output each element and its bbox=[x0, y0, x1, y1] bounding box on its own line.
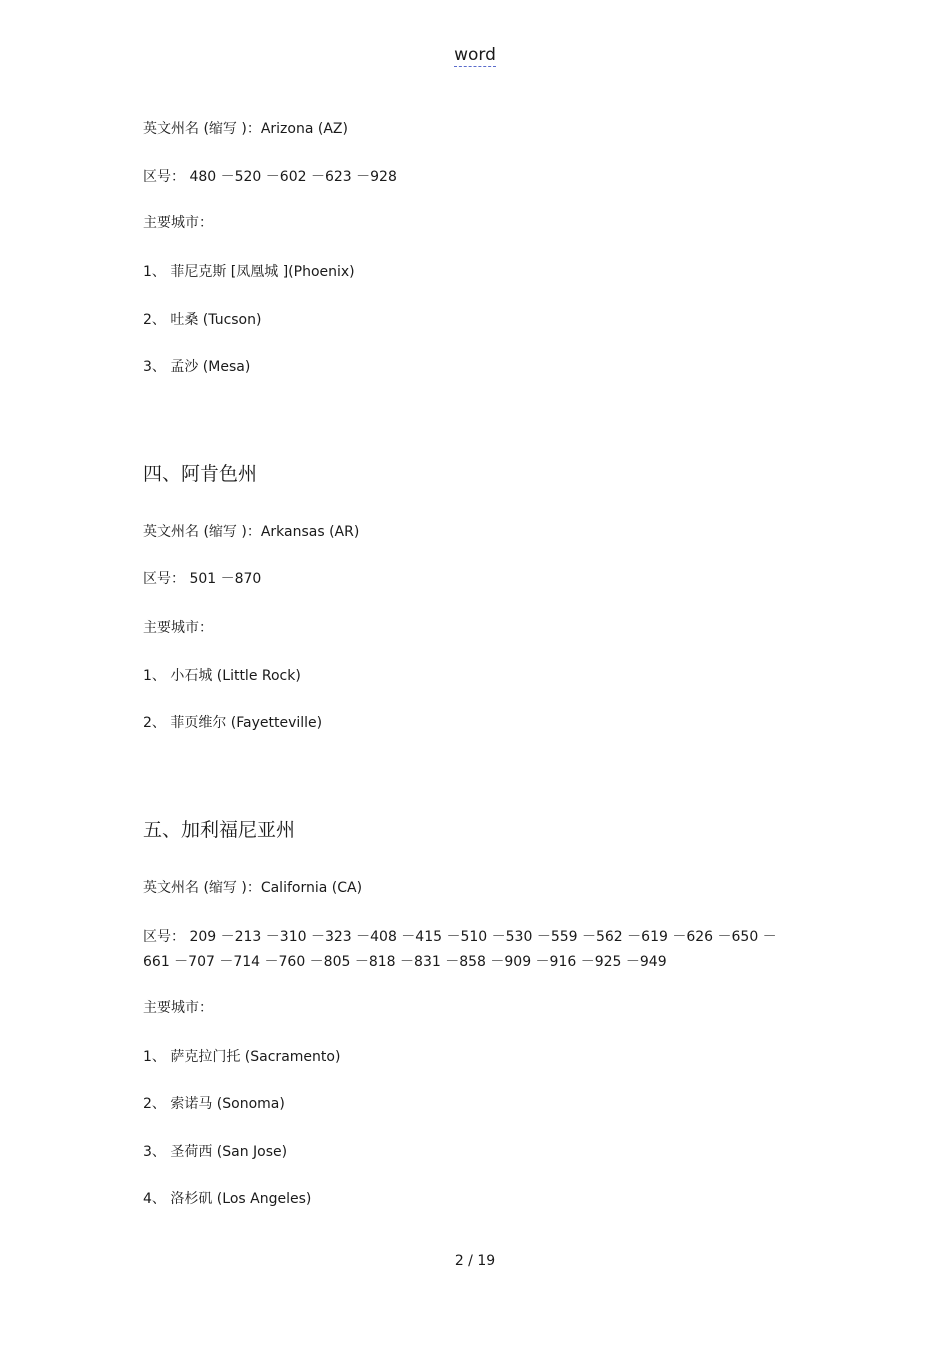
california-cities-label: 主要城市： bbox=[143, 1000, 213, 1016]
arkansas-cities-label: 主要城市： bbox=[143, 620, 213, 636]
arizona-city-item: 1、 菲尼克斯 [凤凰城 ](Phoenix) bbox=[143, 264, 355, 280]
page-number: 2 / 19 bbox=[454, 1253, 496, 1269]
page-header bbox=[0, 44, 950, 66]
arizona-area-codes: 区号： 480 －520 －602 －623 －928 bbox=[143, 169, 397, 185]
california-heading: 五、加利福尼亚州 bbox=[143, 819, 296, 841]
arkansas-city-item: 1、 小石城 (Little Rock) bbox=[143, 668, 301, 684]
california-city-item: 2、 索诺马 (Sonoma) bbox=[143, 1096, 285, 1112]
arkansas-area-codes: 区号： 501 －870 bbox=[143, 571, 262, 587]
header-title: word bbox=[454, 45, 496, 65]
arizona-cities-label: 主要城市： bbox=[143, 215, 213, 231]
arizona-name-line: 英文州名 (缩写 )：Arizona (AZ) bbox=[143, 121, 348, 137]
california-city-item: 3、 圣荷西 (San Jose) bbox=[143, 1144, 288, 1160]
california-city-item: 1、 萨克拉门托 (Sacramento) bbox=[143, 1049, 341, 1065]
arizona-city-item: 3、 孟沙 (Mesa) bbox=[143, 359, 251, 375]
arizona-city-item: 2、 吐桑 (Tucson) bbox=[143, 312, 262, 328]
california-city-item: 4、 洛杉矶 (Los Angeles) bbox=[143, 1191, 312, 1207]
california-name-line: 英文州名 (缩写 )：California (CA) bbox=[143, 880, 363, 896]
california-area-codes-line2: 661 －707 －714 －760 －805 －818 －831 －858 －909 －916 －925 －949 bbox=[143, 954, 667, 970]
arkansas-name-line: 英文州名 (缩写 )：Arkansas (AR) bbox=[143, 524, 360, 540]
arkansas-city-item: 2、 菲页维尔 (Fayetteville) bbox=[143, 715, 323, 731]
arkansas-heading: 四、阿肯色州 bbox=[143, 463, 258, 485]
california-area-codes-line1: 区号： 209 －213 －310 －323 －408 －415 －510 －530 －559 －562 －619 －626 －650 － bbox=[143, 929, 777, 945]
